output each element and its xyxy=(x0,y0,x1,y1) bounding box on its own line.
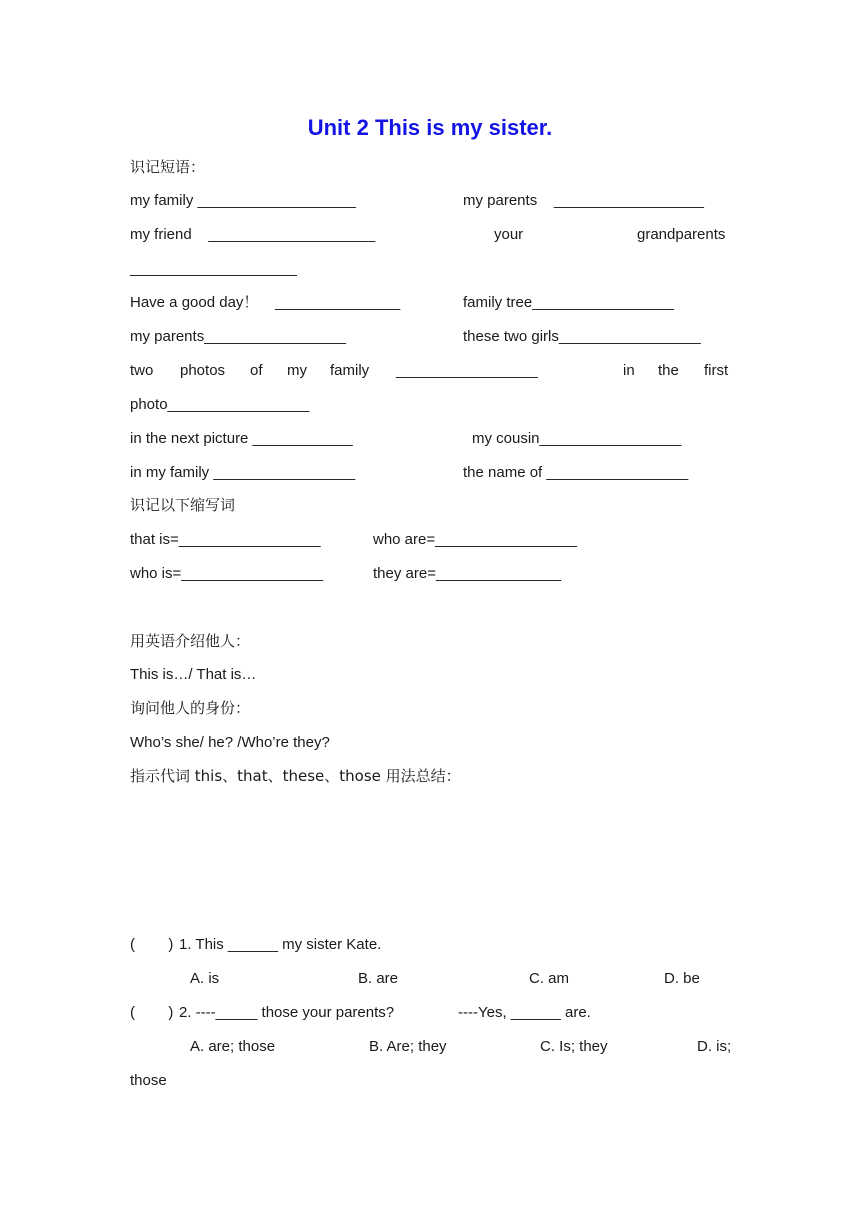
phrase-the-name-of: the name of _________________ xyxy=(463,464,689,481)
identity-heading: 询问他人的身份： xyxy=(130,699,251,717)
option-d: D. is; xyxy=(697,1038,732,1055)
phrase-my-cousin: my cousin_________________ xyxy=(472,430,682,447)
phrase-word: photos xyxy=(180,362,226,379)
demonstratives-heading: 指示代词 this、that、these、those 用法总结： xyxy=(130,767,461,785)
identity-example: Who’s she/ he? /Who’re they? xyxy=(130,734,330,751)
option-d: D. be xyxy=(664,970,700,987)
phrase-photo: photo_________________ xyxy=(130,396,310,413)
phrase-these-two-girls: these two girls_________________ xyxy=(463,328,701,345)
phrase-in-my-family: in my family _________________ xyxy=(130,464,356,481)
phrase-my-family: my family ___________________ xyxy=(130,192,357,209)
phrase-your: your xyxy=(494,226,524,243)
option-b: B. are xyxy=(358,970,399,987)
phrases-heading: 识记短语： xyxy=(130,158,206,176)
phrase-my-friend: my friend ____________________ xyxy=(130,226,376,243)
phrase-grandparents: grandparents xyxy=(637,226,726,243)
phrase-word: in xyxy=(623,362,635,379)
phrase-grandparents-blank: ____________________ xyxy=(130,260,297,277)
question-stem: 1. This ______ my sister Kate. xyxy=(179,936,382,953)
contractions-heading: 识记以下缩写词 xyxy=(130,496,236,514)
page-title: Unit 2 This is my sister. xyxy=(307,115,553,140)
contraction-who-are: who are=_________________ xyxy=(373,531,577,548)
question-answer-hint: ----Yes, ______ are. xyxy=(458,1004,591,1021)
option-d-wrap: those xyxy=(130,1072,167,1089)
answer-blank-paren[interactable]: ( ) xyxy=(130,936,174,953)
option-b: B. Are; they xyxy=(369,1038,447,1055)
option-a: A. is xyxy=(190,970,220,987)
question-stem: 2. ----_____ those your parents? xyxy=(179,1004,395,1021)
phrase-word: of xyxy=(250,362,263,379)
option-c: C. am xyxy=(529,970,570,987)
phrase-my-parents-2: my parents_________________ xyxy=(130,328,347,345)
phrase-next-picture: in the next picture ____________ xyxy=(130,430,353,447)
introduce-example: This is…/ That is… xyxy=(130,666,257,683)
phrase-word: two xyxy=(130,362,154,379)
contraction-that-is: that is=_________________ xyxy=(130,531,321,548)
contraction-they-are: they are=_______________ xyxy=(373,565,562,582)
introduce-heading: 用英语介绍他人： xyxy=(130,632,251,650)
phrase-word: my xyxy=(287,362,307,379)
phrase-family-tree: family tree_________________ xyxy=(463,294,675,311)
phrase-my-parents: my parents __________________ xyxy=(463,192,705,209)
phrase-word: the xyxy=(658,362,679,379)
option-a: A. are; those xyxy=(190,1038,276,1055)
phrase-word: family xyxy=(330,362,370,379)
phrase-blank: _________________ xyxy=(396,362,538,379)
phrase-have-a-good-day: Have a good day！ _______________ xyxy=(130,294,401,311)
option-c: C. Is; they xyxy=(540,1038,608,1055)
answer-blank-paren[interactable]: ( ) xyxy=(130,1004,174,1021)
contraction-who-is: who is=_________________ xyxy=(130,565,324,582)
phrase-word: first xyxy=(704,362,729,379)
